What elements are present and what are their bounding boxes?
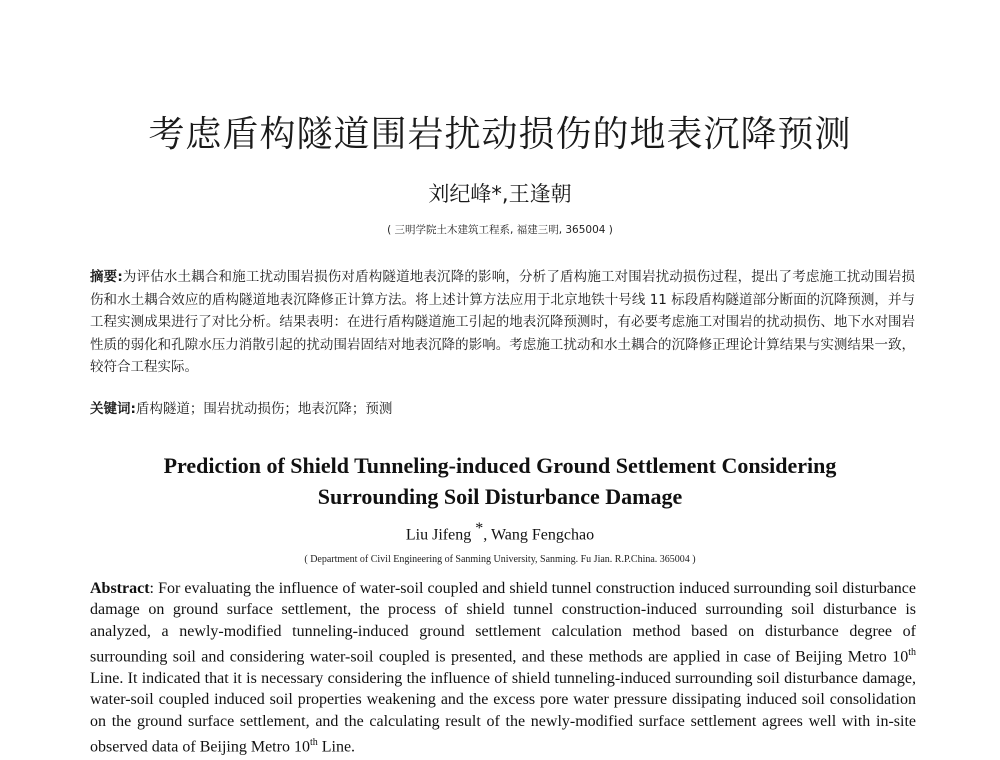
chinese-authors: 刘纪峰*,王逢朝: [428, 182, 572, 206]
english-abstract: [90, 578, 916, 758]
chinese-title: 考虑盾构隧道围岩扰动损伤的地表沉降预测: [148, 114, 852, 155]
chinese-keywords: [90, 398, 915, 420]
english-authors-first: Liu Jifeng: [405, 526, 476, 544]
chinese-abstract: [90, 266, 915, 379]
superscript-th-2: th: [309, 737, 318, 749]
chinese-abstract-text: 为评估水土耦合和施工扰动围岩损伤对盾构隧道地表沉降的影响，分析了盾构施工对围岩扰动损伤过程，提出了考虑施工扰动围岩损伤和水土耦合效应的盾构隧道地表沉降修正计算方法。将上述计算方法应用于北京地铁十号线 11 标段盾构隧道部分断面的沉降预测，并与工程实测成果进行了对比分析。结果表明：在进行盾构隧道施工引起的地表沉降预测时，有必要考虑施工对围岩的扰动损伤、地下水对围岩性质的弱化和孔隙水压力消散引起的扰动围岩固结对地表沉降的影响。考虑施工扰动和水土耦合的沉降修正理论计算结果与实测结果一致，较符合工程实际。: [90, 269, 915, 375]
english-title-line-1: Prediction of Shield Tunneling-induced Ground Settlement Considering: [163, 453, 837, 478]
chinese-keywords-text: 盾构隧道；围岩扰动损伤；地表沉降；预测: [135, 401, 393, 417]
english-authors-rest: , Wang Fengchao: [483, 526, 595, 544]
english-authors: [0, 520, 1000, 544]
english-abstract-text-1: : For evaluating the influence of water-soil coupled and shield tunnel construction induced surrounding soil disturbance damage on ground surface settlement, the process of shield tunnel construction-induced surrounding soil disturbance is analyzed, a newly-modified tunneling-induced ground settlement calculation method based on disturbance degree of surrounding soil and considering water-soil coupled is presented, and these methods are applied in case of Beijing Metro 10: [90, 580, 916, 666]
english-affiliation: ( Department of Civil Engineering of Sanming University, Sanming. Fu Jian. R.P.China. 365004 ): [304, 554, 696, 565]
english-abstract-label: Abstract: [90, 580, 150, 597]
english-abstract-text-2: Line. It indicated that it is necessary considering the influence of shield tunneling-induced surrounding soil disturbance damage, water-soil coupled induced soil properties weakening and the excess pore water pressure dissipating induced soil consolidation on the ground surface settlement, and the calculating result of the newly-modified surface settlement agrees well with in-site observed data of Beijing Metro 10: [90, 669, 916, 756]
superscript-th: th: [908, 647, 916, 659]
english-title: [100, 450, 900, 512]
corresponding-author-mark: *: [475, 520, 484, 537]
english-abstract-text-3: Line.: [317, 738, 356, 756]
english-title-line-2: Surrounding Soil Disturbance Damage: [317, 484, 683, 509]
chinese-keywords-label: 关键词:: [90, 401, 136, 417]
chinese-abstract-label: 摘要:: [90, 269, 123, 285]
chinese-affiliation: ( 三明学院土木建筑工程系, 福建三明, 365004 ): [387, 224, 613, 236]
